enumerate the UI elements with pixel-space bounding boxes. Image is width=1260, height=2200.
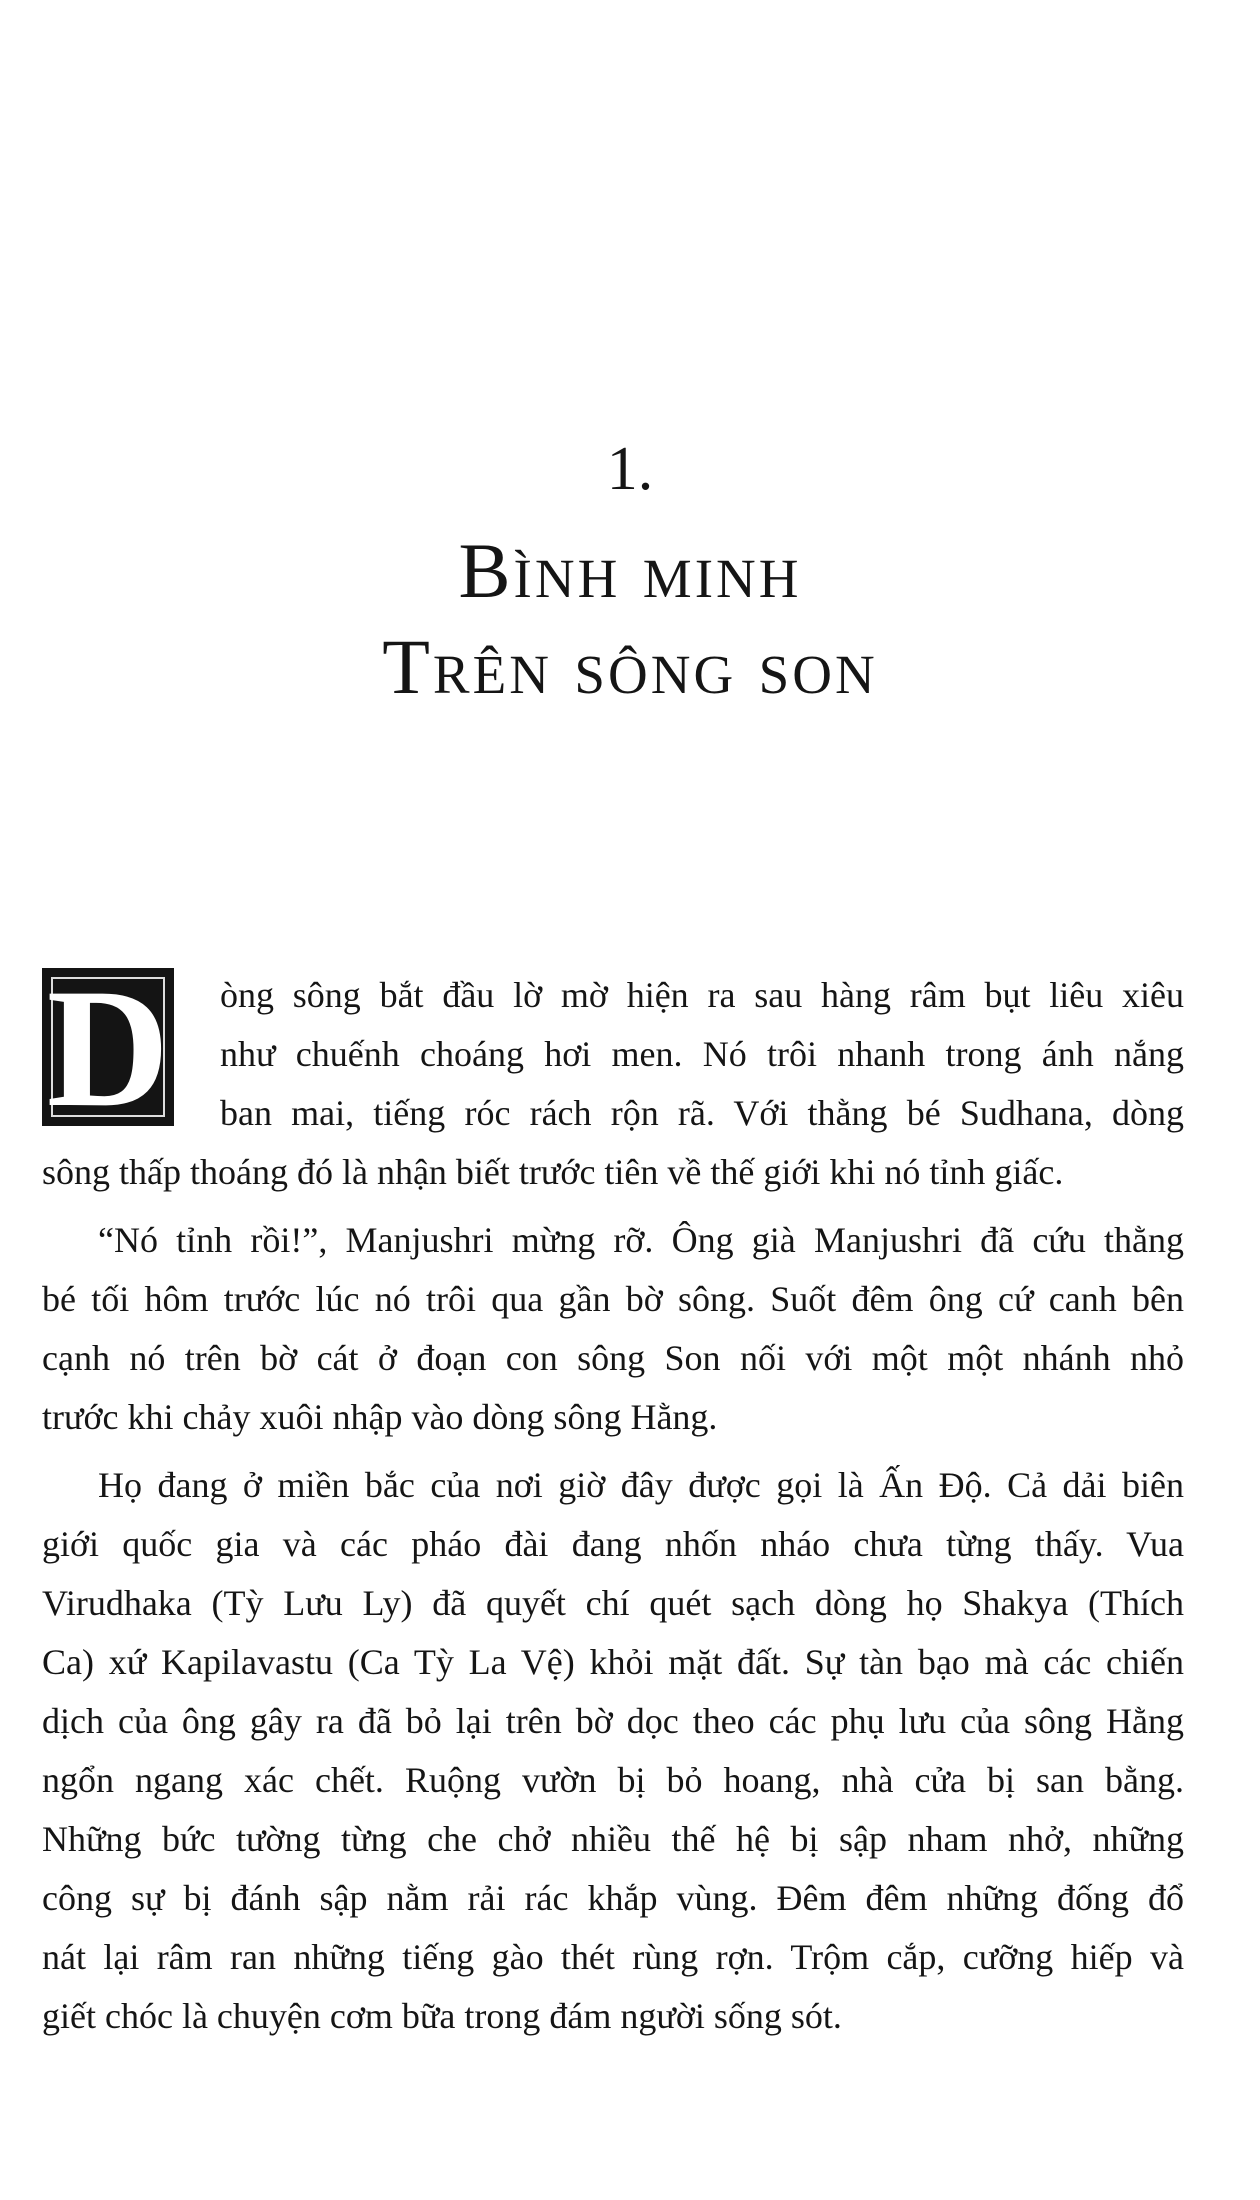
text-line: dịch của ông gây ra đã bỏ lại trên bờ dọc theo các phụ lưu của sông Hằng [42, 1701, 1184, 1741]
text-line: trước khi chảy xuôi nhập vào dòng sông Hằng. [42, 1397, 718, 1437]
text-line: ban mai, tiếng róc rách rộn rã. Với thằng bé Sudhana, dòng [220, 1093, 1184, 1133]
text-line: sông thấp thoáng đó là nhận biết trước tiên về thế giới khi nó tỉnh giấc. [42, 1152, 1064, 1192]
ornamental-drop-cap [42, 954, 174, 1142]
text-line: “Nó tỉnh rồi!”, Manjushri mừng rỡ. Ông già Manjushri đã cứu thằng [98, 1220, 1184, 1260]
text-line: công sự bị đánh sập nằm rải rác khắp vùng. Đêm đêm những đống đổ [42, 1878, 1184, 1918]
paragraph-3 [42, 1456, 1184, 2046]
chapter-number: 1. [606, 435, 654, 503]
text-line: giới quốc gia và các pháo đài đang nhốn nháo chưa từng thấy. Vua [42, 1524, 1184, 1564]
text-line: òng sông bắt đầu lờ mờ hiện ra sau hàng râm bụt liêu xiêu [220, 975, 1184, 1015]
text-line: Những bức tường từng che chở nhiều thế hệ bị sập nham nhở, những [42, 1819, 1184, 1859]
chapter-body [42, 954, 1184, 2055]
paragraph-2 [42, 1211, 1184, 1447]
text-line: cạnh nó trên bờ cát ở đoạn con sông Son nối với một một nhánh nhỏ [42, 1338, 1184, 1378]
text-line: nát lại râm ran những tiếng gào thét rùng rợn. Trộm cắp, cưỡng hiếp và [42, 1937, 1184, 1977]
text-line: như chuếnh choáng hơi men. Nó trôi nhanh trong ánh nắng [220, 1034, 1184, 1074]
chapter-title-line-2: Trên sông son [382, 623, 878, 710]
chapter-title-line-1: Bình minh [458, 527, 802, 614]
text-line: bé tối hôm trước lúc nó trôi qua gần bờ sông. Suốt đêm ông cứ canh bên [42, 1279, 1184, 1319]
paragraph-1 [42, 954, 1184, 1202]
text-line: giết chóc là chuyện cơm bữa trong đám người sống sót. [42, 1996, 842, 2036]
drop-cap-letter: D [46, 954, 170, 1142]
text-line: Họ đang ở miền bắc của nơi giờ đây được gọi là Ấn Độ. Cả dải biên [98, 1465, 1184, 1505]
text-line: Ca) xứ Kapilavastu (Ca Tỳ La Vệ) khỏi mặt đất. Sự tàn bạo mà các chiến [42, 1642, 1184, 1682]
text-line: Virudhaka (Tỳ Lưu Ly) đã quyết chí quét sạch dòng họ Shakya (Thích [42, 1583, 1184, 1623]
text-line: ngổn ngang xác chết. Ruộng vườn bị bỏ hoang, nhà cửa bị san bằng. [42, 1760, 1184, 1800]
